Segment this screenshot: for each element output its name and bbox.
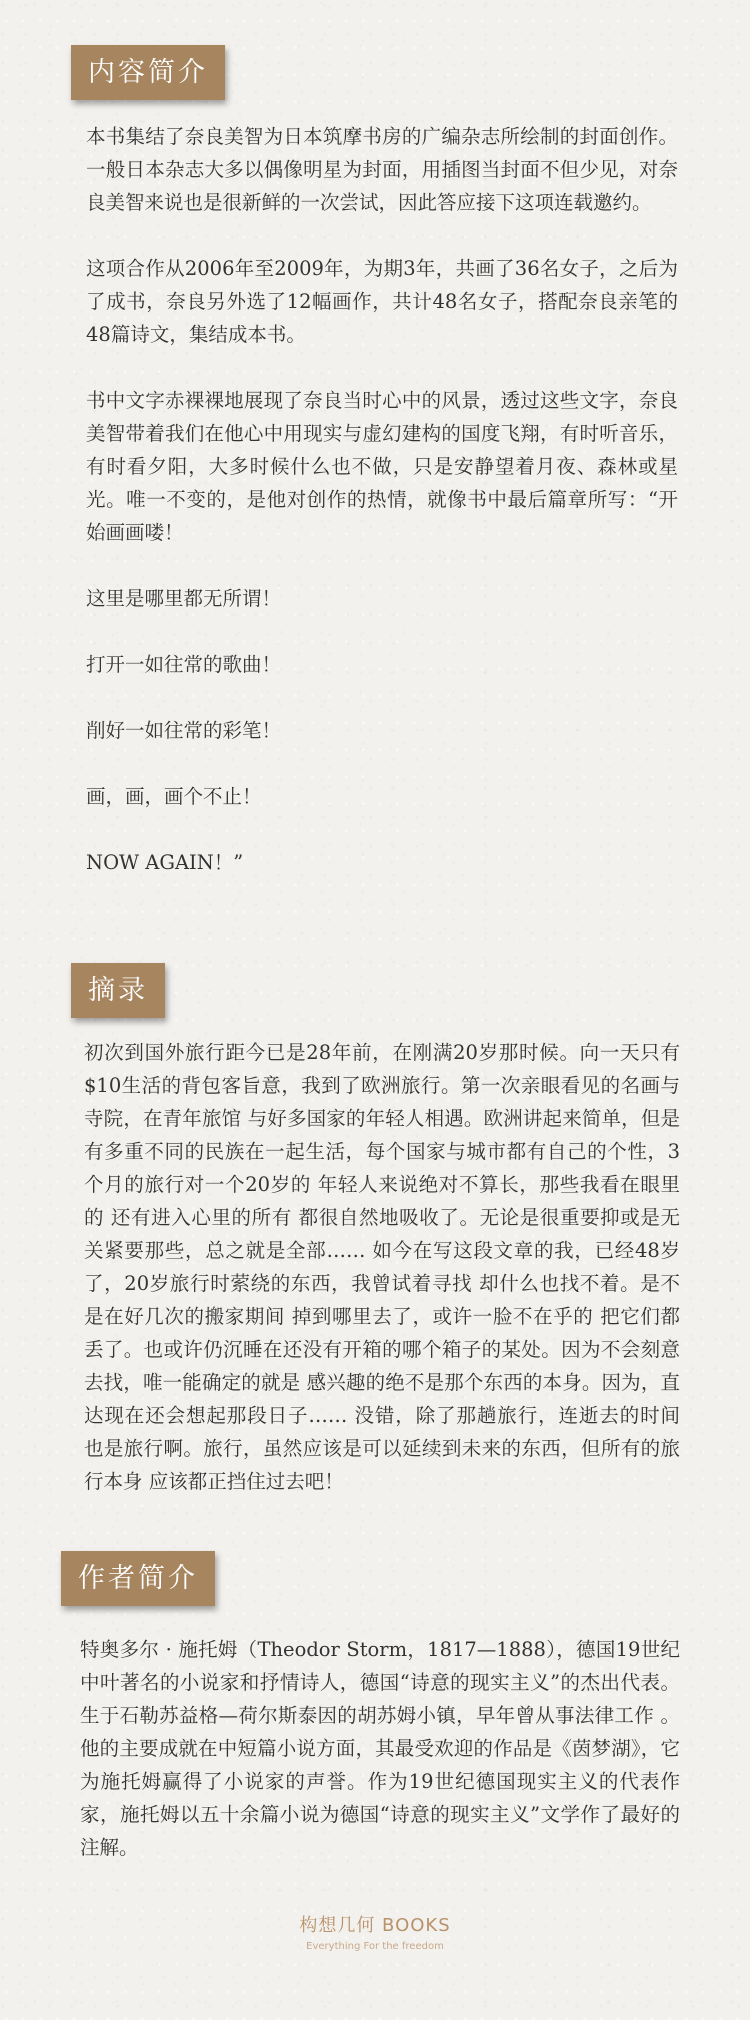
footer xyxy=(0,1914,750,1954)
author-heading: 作者简介 xyxy=(61,1551,215,1606)
excerpt-text xyxy=(84,1036,680,1498)
excerpt-heading: 摘录 xyxy=(71,963,165,1018)
intro-paragraph-6: 削好一如往常的彩笔！ xyxy=(86,719,282,742)
intro-paragraph-4: 这里是哪里都无所谓！ xyxy=(86,587,282,610)
brand-logo-text: 构想几何 BOOKS xyxy=(299,1915,451,1936)
intro-paragraph-7: 画，画，画个不止！ xyxy=(86,785,262,808)
intro-paragraph-1: 本书集结了奈良美智为日本筑摩书房的广编杂志所绘制的封面创作。一般日本杂志大多以偶像明星为封面，用插图当封面不但少见，对奈良美智来说也是很新鲜的一次尝试，因此答应接下这项连载邀约。 xyxy=(86,125,678,214)
brand-slogan: Everything For the freedom xyxy=(306,1941,444,1952)
intro-paragraph-3: 书中文字赤裸裸地展现了奈良当时心中的风景，透过这些文字，奈良美智带着我们在他心中用现实与虚幻建构的国度飞翔，有时听音乐，有时看夕阳，大多时候什么也不做，只是安静望着月夜、森林或星光。唯一不变的，是他对创作的热情，就像书中最后篇章所写：“开始画画喽！ xyxy=(86,389,678,544)
intro-paragraph-8: NOW AGAIN！” xyxy=(86,851,244,874)
intro-paragraph-5: 打开一如往常的歌曲！ xyxy=(86,653,282,676)
intro-text xyxy=(86,120,678,879)
excerpt-paragraph: 初次到国外旅行距今已是28年前，在刚满20岁那时候。向一天只有$10生活的背包客旨意，我到了欧洲旅行。第一次亲眼看见的名画与寺院，在青年旅馆 与好多国家的年轻人相遇。欧洲讲起来简单，但是有多重不同的民族在一起生活，每个国家与城市都有自己的个性，3个月的旅行对一个20岁的 年轻人来说绝对不算长，那些我看在眼里的 还有进入心里的所有 都很自然地吸收了。无论是很重要抑或是无关紧要那些，总之就是全部…… 如今在写这段文章的我，已经48岁了，20岁旅行时萦绕的东西，我曾试着寻找 却什么也找不着。是不是在好几次的搬家期间 掉到哪里去了，或许一脸不在乎的 把它们都丢了。也或许仍沉睡在还没有开箱的哪个箱子的某处。因为不会刻意去找，唯一能确定的就是 感兴趣的绝不是那个东西的本身。因为，直达现在还会想起那段日子…… 没错，除了那趟旅行，连逝去的时间 也是旅行啊。旅行，虽然应该是可以延续到未来的东西，但所有的旅行本身 应该都正挡住过去吧！ xyxy=(84,1041,680,1493)
author-text xyxy=(80,1633,680,1864)
intro-paragraph-2: 这项合作从2006年至2009年，为期3年，共画了36名女子，之后为了成书，奈良另外选了12幅画作，共计48名女子，搭配奈良亲笔的48篇诗文，集结成本书。 xyxy=(86,257,678,346)
author-paragraph: 特奥多尔 · 施托姆（Theodor Storm，1817—1888），德国19世纪中叶著名的小说家和抒情诗人，德国“诗意的现实主义”的杰出代表。生于石勒苏益格—荷尔斯泰因的胡苏姆小镇，早年曾从事法律工作 。他的主要成就在中短篇小说方面，其最受欢迎的作品是《茵梦湖》，它为施托姆赢得了小说家的声誉。作为19世纪德国现实主义的代表作家，施托姆以五十余篇小说为德国“诗意的现实主义”文学作了最好的注解。 xyxy=(80,1638,680,1859)
intro-heading: 内容简介 xyxy=(71,45,225,100)
